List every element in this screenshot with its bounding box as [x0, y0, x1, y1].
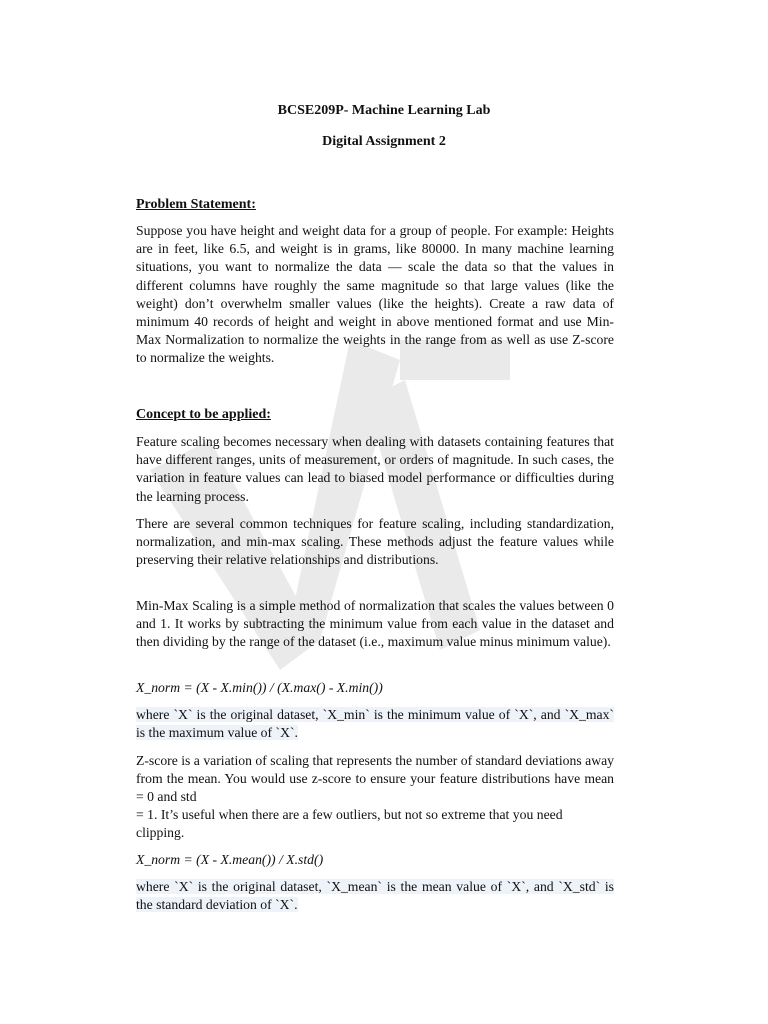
min-max-formula: X_norm = (X - X.min()) / (X.max() - X.min()) [136, 680, 383, 695]
concept-heading: Concept to be applied: [136, 407, 271, 422]
z-score-where-block [136, 878, 614, 914]
z-score-text: Z-score is a variation of scaling that represents the number of standard deviations away from the mean. You would use z-score to ensure your feature distributions have mean = 0 and std [136, 753, 614, 805]
concept-paragraph-2 [136, 515, 614, 570]
scaling-techniques-text: There are several common techniques for feature scaling, including standardization, normalization, and min-max scaling. These methods adjust the feature values while preserving their relative relationships and distributions. [136, 516, 614, 568]
z-score-formula: X_norm = (X - X.mean()) / X.std() [136, 852, 324, 867]
concept-paragraph-1 [136, 433, 614, 506]
assignment-title: Digital Assignment 2 [322, 134, 446, 149]
min-max-text: Min-Max Scaling is a simple method of normalization that scales the values between 0 and 1. It works by subtracting the minimum value from each value in the dataset and then dividing by the range of the dataset (i.e., maximum value minus minimum value). [136, 598, 614, 650]
z-score-where-text: where `X` is the original dataset, `X_mean` is the mean value of `X`, and `X_std` is the standard deviation of `X`. [136, 879, 614, 913]
course-title: BCSE209P- Machine Learning Lab [277, 103, 491, 118]
z-score-text-line-3: clipping. [136, 825, 185, 840]
min-max-where-text: where `X` is the original dataset, `X_min` is the minimum value of `X`, and `X_max` is the maximum value of `X`. [136, 707, 614, 741]
feature-scaling-text: Feature scaling becomes necessary when dealing with datasets containing features that have different ranges, units of measurement, or orders of magnitude. In such cases, the variation in feature values can lead to biased model performance or difficulties during the learning process. [136, 434, 614, 504]
min-max-where-block [136, 706, 614, 742]
problem-statement-body [136, 222, 614, 368]
problem-statement-text: Suppose you have height and weight data for a group of people. For example: Heights are in feet, like 6.5, and weight is in grams, like 80000. In many machine learning situations, you want to normalize the data — scale the data so that the values in different columns have roughly the same magnitude so that large values (like the weight) don’t overwhelm smaller values (like the heights). Create a raw data of minimum 40 records of height and weight in above mentioned format and use Min-Max Normalization to normalize the weights in the range from as well as use Z-score to normalize the weights. [136, 223, 614, 366]
problem-statement-heading: Problem Statement: [136, 197, 256, 212]
concept-paragraph-3 [136, 597, 614, 652]
z-score-paragraph [136, 752, 614, 807]
z-score-text-line-2: = 1. It’s useful when there are a few outliers, but not so extreme that you need [136, 807, 563, 822]
